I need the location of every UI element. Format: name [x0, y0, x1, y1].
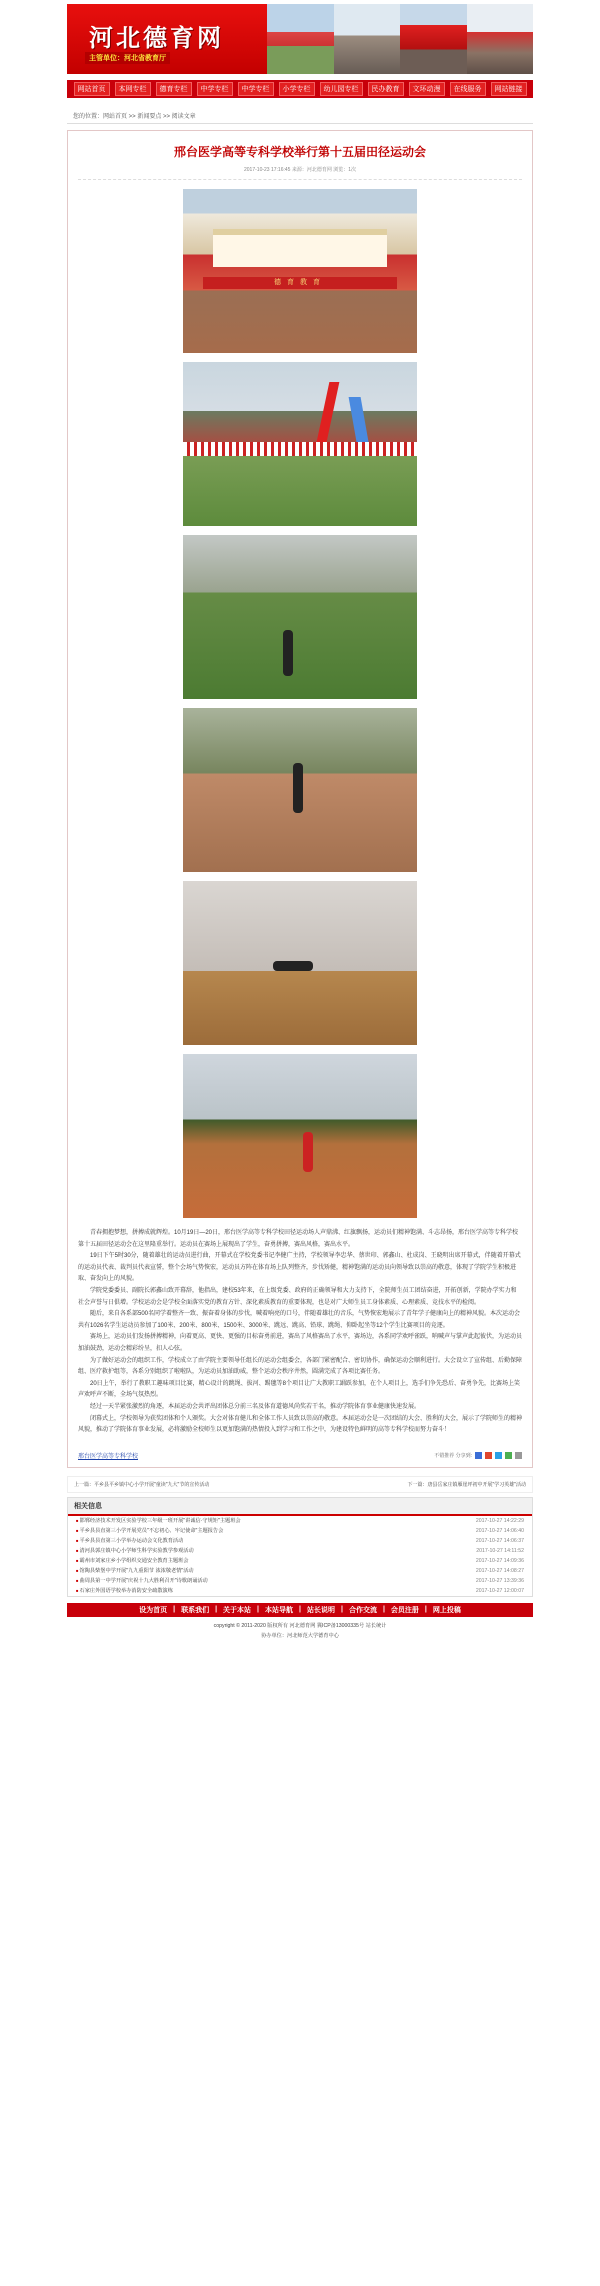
share-tools	[78, 1452, 522, 1459]
logo-title: 河北德育网	[89, 23, 224, 52]
copyright: copyright © 2011-2020 版权所有 河北德育网 冀ICP备13000335号 站长统计	[213, 1622, 387, 1629]
share-label: 不错推荐 分享到:	[434, 1452, 472, 1459]
share-tencent-icon[interactable]	[495, 1452, 502, 1459]
paragraph: 赛场上，运动员们发扬拼搏精神，向着更高、更快、更强的目标奋勇前进，赛出了风格赛出了水平，赛场边，各系同学欢呼雀跃，呐喊声与掌声此起彼伏，为运动员加油鼓劲，运动会精彩纷呈，扣人心弦。	[78, 1334, 523, 1352]
paragraph: 经过一天半紧张激烈的角逐，本届运动会共评出团体总分前三名及体育道德风尚奖若干名，推动学院体育事业健康快速发展。	[90, 1403, 421, 1410]
related-item[interactable]: ■ 平乡县县直第三小学举办运动会文化教育活动 2017-10-27 14:06:37	[68, 1536, 532, 1546]
photo-shot-put	[183, 1054, 417, 1218]
nav-item[interactable]: 文环动漫	[409, 82, 445, 96]
paragraph: 青春拥抱梦想，拼搏成就辉煌。10月19日—20日，邢台医学高等专科学校田径运动场人声鼎沸、红旗飘扬，运动员们精神饱满、斗志昂扬，邢台医学高等专科学校第十五届田径运动会在这里隆重举行。运动员在赛场上展现出了学生，奋勇拼搏，赛出风格，赛出水平。	[78, 1230, 519, 1248]
related-item[interactable]: ■ 邯郸经济技术开发区实验学校三年级一班开展"讲诚信·守规矩"主题班会 2017-10-27 14:22:29	[68, 1516, 532, 1526]
photo-banner: 德育教育	[203, 277, 397, 289]
breadcrumb: 您的位置：网站首页 >> 新闻要点 >> 阅读文章	[67, 108, 533, 124]
prev-next	[67, 1476, 533, 1493]
photo-athlete-parade	[183, 362, 417, 526]
nav-item[interactable]: 幼儿园专栏	[320, 82, 363, 96]
next-link[interactable]: 下一篇：唐县岳家庄镇雁崖坪初中开展"学习英雄"活动	[407, 1481, 526, 1488]
logo-subtitle: 主管单位：河北省教育厅	[85, 52, 170, 64]
article-meta: 2017-10-23 17:16:45 来源：河北德育网 浏览：1次	[78, 166, 522, 180]
paragraph: 19日下午5时30分，随着雄壮的运动员进行曲，开幕式在学校党委书记李健广主持，学校领导李忠华、蔡世印、郭鑫山、杜成岗、王晓明出席开幕式，伴随着开幕式的运动员代表、裁判员代表宣誓，整个会场气势恢宏，运动员方阵在体育场上队列整齐，步伐矫健，精神饱满的运动员向领导致以崇高的敬意，体现了学院学生积极进取、奋发向上的风貌。	[78, 1253, 521, 1283]
paragraph: 为了做好运动会的组织工作，学校成立了由学院主要领导任组长的运动会组委会，各部门紧密配合、密切协作，确保运动会顺利进行。大会设立了宣传组、后勤保障组、医疗救护组等，各系分别组织了啦啦队，为运动员加油助威，整个运动会秩序井然，圆满完成了各项比赛任务。	[78, 1357, 523, 1376]
share-weibo-icon[interactable]	[485, 1452, 492, 1459]
nav-item[interactable]: 中学专栏	[197, 82, 233, 96]
related-item[interactable]: ■ 清河县郭庄镇中心小学师生科学实验教学参观活动 2017-10-27 14:11:52	[68, 1546, 532, 1556]
footer-link[interactable]: 本站导航	[265, 1606, 294, 1614]
main-nav	[67, 80, 533, 98]
article	[67, 130, 533, 1468]
related-item[interactable]: ■ 平乡县县直第三小学开展党员"不忘初心、牢记使命"主题报告会 2017-10-27 14:06:40	[68, 1526, 532, 1536]
share-more-icon[interactable]	[515, 1452, 522, 1459]
photo-opening-ceremony	[183, 189, 417, 353]
footer-link[interactable]: 站长说明	[306, 1606, 335, 1614]
paragraph: 随后，来自各系部500名同学着整齐一致、振奋着身体的步伐，喊着响亮的口号，伴随着雄壮的音乐，气势恢宏地展示了青年学子健康向上的精神风貌。本次运动会共有1026名学生运动员参加了100米、200米、800米、1500米、3000米、跳远、跳高、铅球、跳绳、仰卧起坐等12个学生比赛项目的竞逐。	[78, 1311, 521, 1329]
related-item[interactable]: ■ 霸州市刘家庄乡小学组织交通安全教育主题班会 2017-10-27 14:09:36	[68, 1556, 532, 1566]
footer-link[interactable]: 设为首页	[139, 1606, 168, 1614]
source-link[interactable]: 邢台医学高等专科学校	[78, 1453, 139, 1460]
header-photos	[267, 4, 533, 74]
photo-high-jump	[183, 881, 417, 1045]
nav-item[interactable]: 德育专栏	[156, 82, 192, 96]
nav-item[interactable]: 中学专栏	[238, 82, 274, 96]
header-photo	[400, 4, 467, 74]
paragraph: 学院党委委员、副院长郭鑫山致开幕辞，他指出，建校53年来，在上级党委、政府的正确领导和大力支持下，全院师生员工团结奋进，开拓创新，学院办学实力和社会声誉与日俱增。学校运动会是学校全面落实党的教育方针、深化素质教育的重要体现，也是对广大师生员工身体素质、心理素质、竞技水平的检阅。	[78, 1287, 517, 1306]
photo-hula-hoop	[183, 535, 417, 699]
nav-item[interactable]: 网站链接	[491, 82, 527, 96]
page	[67, 4, 533, 1641]
share-wechat-icon[interactable]	[505, 1452, 512, 1459]
footer-link[interactable]: 关于本站	[223, 1606, 252, 1614]
nav-item[interactable]: 本网专栏	[115, 82, 151, 96]
header-photo	[334, 4, 401, 74]
article-body	[78, 1228, 522, 1437]
site-header	[67, 4, 533, 74]
related-item[interactable]: ■ 曲周县第一中学开展"庆祝十九大胜利召开"诗歌朗诵活动 2017-10-27 13:39:36	[68, 1576, 532, 1586]
nav-item[interactable]: 小学专栏	[279, 82, 315, 96]
footer-link[interactable]: 会员注册	[390, 1606, 419, 1614]
photo-long-jump	[183, 708, 417, 872]
nav-item[interactable]: 在线服务	[450, 82, 486, 96]
related-item[interactable]: ■ 馆陶县柴堡中学开展"九九重阳节 浓浓敬老情"活动 2017-10-27 14:08:27	[68, 1566, 532, 1576]
header-photo	[267, 4, 334, 74]
related-title: 相关信息	[68, 1498, 532, 1516]
nav-item[interactable]: 民办教育	[368, 82, 404, 96]
related-item[interactable]: ■ 石家庄外国语学校举办消防安全疏散演练 2017-10-27 12:00:07	[68, 1586, 532, 1596]
paragraph: 闭幕式上，学校领导为获奖团体和个人颁奖。大会对体育健儿和全体工作人员致以崇高的敬意。本届运动会是一次团结的大会、胜利的大会，展示了学院师生的精神风貌，推动了学院体育事业发展，必将激励全校师生以更加饱满的热情投入到学习和工作之中，为建设特色鲜明的高等专科学校而努力奋斗！	[78, 1415, 523, 1434]
footer-link[interactable]: 联系我们	[181, 1606, 210, 1614]
related-news	[67, 1497, 533, 1597]
co-organizer: 协办单位：河北师范大学德育中心	[261, 1632, 339, 1639]
site-logo[interactable]	[67, 4, 267, 74]
nav-item-home[interactable]: 网站首页	[74, 82, 110, 96]
paragraph: 20日上午，举行了教职工趣味项目比赛，精心设计的跳绳、拔河、踢毽等8个项目让广大教职工踊跃参加，在个人项目上，选手们争先恐后、奋勇争先，比赛场上笑声欢呼声不断，全场气氛热烈。	[78, 1380, 521, 1399]
article-title: 邢台医学高等专科学校举行第十五届田径运动会	[173, 145, 426, 159]
share-qzone-icon[interactable]	[475, 1452, 482, 1459]
footer-link[interactable]: 网上投稿	[432, 1606, 461, 1614]
footer-link[interactable]: 合作交流	[348, 1606, 377, 1614]
prev-link[interactable]: 上一篇：平乡县平乡镇中心小学开展"童读"九大"节的宣传活动	[74, 1481, 210, 1488]
header-photo	[467, 4, 534, 74]
footer-nav: 设为首页 | 联系我们 | 关于本站 | 本站导航 | 站长说明 | 合作交流 | 会员注册 | 网上投稿	[67, 1603, 533, 1617]
footer	[67, 1621, 533, 1641]
